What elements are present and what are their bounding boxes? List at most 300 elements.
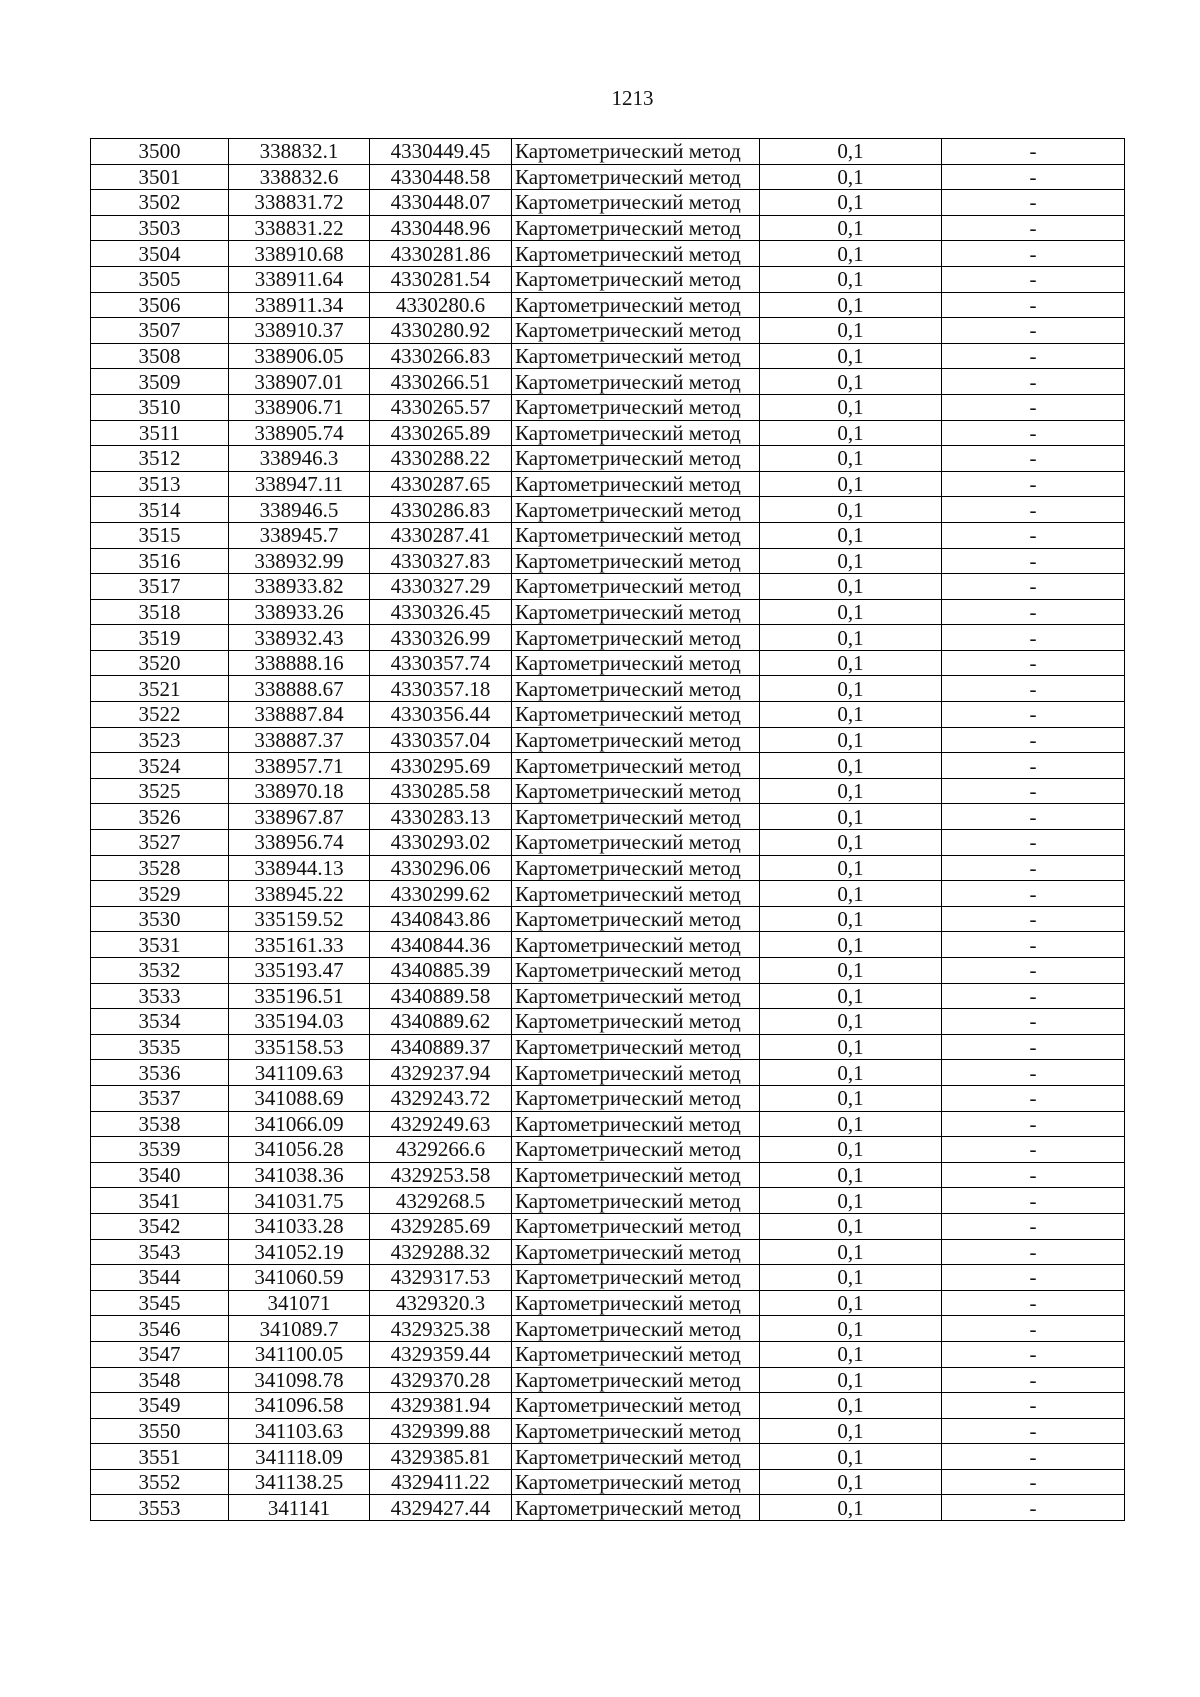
table-row bbox=[91, 1469, 1125, 1495]
point-number-cell: 3510 bbox=[91, 394, 229, 420]
x-coordinate-cell: 335161.33 bbox=[229, 932, 370, 958]
table-row bbox=[91, 778, 1125, 804]
x-coordinate-cell: 338910.68 bbox=[229, 241, 370, 267]
note-cell: - bbox=[942, 190, 1125, 216]
table-row bbox=[91, 1162, 1125, 1188]
method-cell: Картометрический метод bbox=[512, 471, 760, 497]
accuracy-cell: 0,1 bbox=[760, 497, 942, 523]
x-coordinate-cell: 341138.25 bbox=[229, 1469, 370, 1495]
note-cell: - bbox=[942, 676, 1125, 702]
table-row bbox=[91, 906, 1125, 932]
note-cell: - bbox=[942, 241, 1125, 267]
accuracy-cell: 0,1 bbox=[760, 804, 942, 830]
point-number-cell: 3503 bbox=[91, 215, 229, 241]
x-coordinate-cell: 338970.18 bbox=[229, 778, 370, 804]
x-coordinate-cell: 338907.01 bbox=[229, 369, 370, 395]
x-coordinate-cell: 338888.67 bbox=[229, 676, 370, 702]
x-coordinate-cell: 338910.37 bbox=[229, 318, 370, 344]
x-coordinate-cell: 335159.52 bbox=[229, 906, 370, 932]
accuracy-cell: 0,1 bbox=[760, 574, 942, 600]
point-number-cell: 3512 bbox=[91, 446, 229, 472]
method-cell: Картометрический метод bbox=[512, 1213, 760, 1239]
point-number-cell: 3515 bbox=[91, 522, 229, 548]
x-coordinate-cell: 338887.84 bbox=[229, 702, 370, 728]
x-coordinate-cell: 341100.05 bbox=[229, 1341, 370, 1367]
table-row bbox=[91, 702, 1125, 728]
note-cell: - bbox=[942, 1162, 1125, 1188]
accuracy-cell: 0,1 bbox=[760, 650, 942, 676]
note-cell: - bbox=[942, 1316, 1125, 1342]
note-cell: - bbox=[942, 702, 1125, 728]
table-row bbox=[91, 1060, 1125, 1086]
accuracy-cell: 0,1 bbox=[760, 1265, 942, 1291]
note-cell: - bbox=[942, 727, 1125, 753]
x-coordinate-cell: 338888.16 bbox=[229, 650, 370, 676]
table-row bbox=[91, 1290, 1125, 1316]
x-coordinate-cell: 341031.75 bbox=[229, 1188, 370, 1214]
point-number-cell: 3524 bbox=[91, 753, 229, 779]
note-cell: - bbox=[942, 1188, 1125, 1214]
method-cell: Картометрический метод bbox=[512, 369, 760, 395]
table-row bbox=[91, 164, 1125, 190]
note-cell: - bbox=[942, 497, 1125, 523]
y-coordinate-cell: 4329253.58 bbox=[370, 1162, 512, 1188]
method-cell: Картометрический метод bbox=[512, 1418, 760, 1444]
accuracy-cell: 0,1 bbox=[760, 1162, 942, 1188]
table-row bbox=[91, 446, 1125, 472]
table-row bbox=[91, 881, 1125, 907]
note-cell: - bbox=[942, 1341, 1125, 1367]
y-coordinate-cell: 4330280.6 bbox=[370, 292, 512, 318]
table-row bbox=[91, 1495, 1125, 1521]
method-cell: Картометрический метод bbox=[512, 574, 760, 600]
y-coordinate-cell: 4330281.54 bbox=[370, 266, 512, 292]
note-cell: - bbox=[942, 804, 1125, 830]
point-number-cell: 3546 bbox=[91, 1316, 229, 1342]
accuracy-cell: 0,1 bbox=[760, 522, 942, 548]
y-coordinate-cell: 4330326.45 bbox=[370, 599, 512, 625]
accuracy-cell: 0,1 bbox=[760, 446, 942, 472]
accuracy-cell: 0,1 bbox=[760, 266, 942, 292]
accuracy-cell: 0,1 bbox=[760, 753, 942, 779]
method-cell: Картометрический метод bbox=[512, 548, 760, 574]
accuracy-cell: 0,1 bbox=[760, 241, 942, 267]
method-cell: Картометрический метод bbox=[512, 318, 760, 344]
note-cell: - bbox=[942, 1418, 1125, 1444]
y-coordinate-cell: 4329243.72 bbox=[370, 1085, 512, 1111]
x-coordinate-cell: 341033.28 bbox=[229, 1213, 370, 1239]
table-row bbox=[91, 139, 1125, 165]
method-cell: Картометрический метод bbox=[512, 1034, 760, 1060]
x-coordinate-cell: 338946.3 bbox=[229, 446, 370, 472]
y-coordinate-cell: 4329381.94 bbox=[370, 1393, 512, 1419]
y-coordinate-cell: 4329288.32 bbox=[370, 1239, 512, 1265]
x-coordinate-cell: 341109.63 bbox=[229, 1060, 370, 1086]
x-coordinate-cell: 338967.87 bbox=[229, 804, 370, 830]
note-cell: - bbox=[942, 650, 1125, 676]
table-row bbox=[91, 343, 1125, 369]
note-cell: - bbox=[942, 292, 1125, 318]
x-coordinate-cell: 338933.26 bbox=[229, 599, 370, 625]
table-row bbox=[91, 753, 1125, 779]
y-coordinate-cell: 4330295.69 bbox=[370, 753, 512, 779]
accuracy-cell: 0,1 bbox=[760, 215, 942, 241]
point-number-cell: 3533 bbox=[91, 983, 229, 1009]
table-body bbox=[91, 139, 1125, 1521]
method-cell: Картометрический метод bbox=[512, 1393, 760, 1419]
method-cell: Картометрический метод bbox=[512, 215, 760, 241]
note-cell: - bbox=[942, 958, 1125, 984]
y-coordinate-cell: 4330357.04 bbox=[370, 727, 512, 753]
accuracy-cell: 0,1 bbox=[760, 958, 942, 984]
y-coordinate-cell: 4340889.37 bbox=[370, 1034, 512, 1060]
x-coordinate-cell: 338887.37 bbox=[229, 727, 370, 753]
y-coordinate-cell: 4330327.83 bbox=[370, 548, 512, 574]
y-coordinate-cell: 4330286.83 bbox=[370, 497, 512, 523]
note-cell: - bbox=[942, 548, 1125, 574]
accuracy-cell: 0,1 bbox=[760, 369, 942, 395]
method-cell: Картометрический метод bbox=[512, 830, 760, 856]
point-number-cell: 3550 bbox=[91, 1418, 229, 1444]
x-coordinate-cell: 341056.28 bbox=[229, 1137, 370, 1163]
point-number-cell: 3535 bbox=[91, 1034, 229, 1060]
note-cell: - bbox=[942, 1290, 1125, 1316]
x-coordinate-cell: 341088.69 bbox=[229, 1085, 370, 1111]
table-row bbox=[91, 471, 1125, 497]
point-number-cell: 3548 bbox=[91, 1367, 229, 1393]
y-coordinate-cell: 4329427.44 bbox=[370, 1495, 512, 1521]
note-cell: - bbox=[942, 1034, 1125, 1060]
note-cell: - bbox=[942, 1393, 1125, 1419]
table-row bbox=[91, 1367, 1125, 1393]
method-cell: Картометрический метод bbox=[512, 625, 760, 651]
x-coordinate-cell: 338831.72 bbox=[229, 190, 370, 216]
point-number-cell: 3531 bbox=[91, 932, 229, 958]
x-coordinate-cell: 338956.74 bbox=[229, 830, 370, 856]
x-coordinate-cell: 341098.78 bbox=[229, 1367, 370, 1393]
x-coordinate-cell: 341096.58 bbox=[229, 1393, 370, 1419]
note-cell: - bbox=[942, 753, 1125, 779]
x-coordinate-cell: 341089.7 bbox=[229, 1316, 370, 1342]
y-coordinate-cell: 4340889.58 bbox=[370, 983, 512, 1009]
method-cell: Картометрический метод bbox=[512, 1085, 760, 1111]
point-number-cell: 3506 bbox=[91, 292, 229, 318]
table-row bbox=[91, 958, 1125, 984]
note-cell: - bbox=[942, 855, 1125, 881]
y-coordinate-cell: 4330288.22 bbox=[370, 446, 512, 472]
y-coordinate-cell: 4330265.89 bbox=[370, 420, 512, 446]
page-number: 1213 bbox=[611, 86, 654, 110]
y-coordinate-cell: 4329237.94 bbox=[370, 1060, 512, 1086]
x-coordinate-cell: 338906.71 bbox=[229, 394, 370, 420]
x-coordinate-cell: 338911.34 bbox=[229, 292, 370, 318]
x-coordinate-cell: 341038.36 bbox=[229, 1162, 370, 1188]
method-cell: Картометрический метод bbox=[512, 1188, 760, 1214]
table-row bbox=[91, 1085, 1125, 1111]
y-coordinate-cell: 4330285.58 bbox=[370, 778, 512, 804]
note-cell: - bbox=[942, 343, 1125, 369]
x-coordinate-cell: 338946.5 bbox=[229, 497, 370, 523]
note-cell: - bbox=[942, 932, 1125, 958]
accuracy-cell: 0,1 bbox=[760, 318, 942, 344]
accuracy-cell: 0,1 bbox=[760, 1290, 942, 1316]
y-coordinate-cell: 4340843.86 bbox=[370, 906, 512, 932]
x-coordinate-cell: 338947.11 bbox=[229, 471, 370, 497]
x-coordinate-cell: 338945.7 bbox=[229, 522, 370, 548]
point-number-cell: 3544 bbox=[91, 1265, 229, 1291]
note-cell: - bbox=[942, 139, 1125, 165]
y-coordinate-cell: 4330326.99 bbox=[370, 625, 512, 651]
x-coordinate-cell: 338945.22 bbox=[229, 881, 370, 907]
method-cell: Картометрический метод bbox=[512, 932, 760, 958]
point-number-cell: 3519 bbox=[91, 625, 229, 651]
table-row bbox=[91, 1188, 1125, 1214]
method-cell: Картометрический метод bbox=[512, 292, 760, 318]
y-coordinate-cell: 4330266.83 bbox=[370, 343, 512, 369]
x-coordinate-cell: 341141 bbox=[229, 1495, 370, 1521]
y-coordinate-cell: 4340844.36 bbox=[370, 932, 512, 958]
table-row bbox=[91, 1213, 1125, 1239]
y-coordinate-cell: 4329411.22 bbox=[370, 1469, 512, 1495]
method-cell: Картометрический метод bbox=[512, 1060, 760, 1086]
method-cell: Картометрический метод bbox=[512, 420, 760, 446]
table-row bbox=[91, 241, 1125, 267]
x-coordinate-cell: 338957.71 bbox=[229, 753, 370, 779]
y-coordinate-cell: 4330448.58 bbox=[370, 164, 512, 190]
point-number-cell: 3537 bbox=[91, 1085, 229, 1111]
x-coordinate-cell: 338944.13 bbox=[229, 855, 370, 881]
accuracy-cell: 0,1 bbox=[760, 190, 942, 216]
method-cell: Картометрический метод bbox=[512, 446, 760, 472]
table-row bbox=[91, 420, 1125, 446]
point-number-cell: 3500 bbox=[91, 139, 229, 165]
y-coordinate-cell: 4329320.3 bbox=[370, 1290, 512, 1316]
y-coordinate-cell: 4330266.51 bbox=[370, 369, 512, 395]
accuracy-cell: 0,1 bbox=[760, 830, 942, 856]
point-number-cell: 3542 bbox=[91, 1213, 229, 1239]
y-coordinate-cell: 4330357.18 bbox=[370, 676, 512, 702]
note-cell: - bbox=[942, 983, 1125, 1009]
accuracy-cell: 0,1 bbox=[760, 1085, 942, 1111]
point-number-cell: 3532 bbox=[91, 958, 229, 984]
point-number-cell: 3547 bbox=[91, 1341, 229, 1367]
note-cell: - bbox=[942, 522, 1125, 548]
accuracy-cell: 0,1 bbox=[760, 881, 942, 907]
note-cell: - bbox=[942, 318, 1125, 344]
table-row bbox=[91, 855, 1125, 881]
note-cell: - bbox=[942, 1239, 1125, 1265]
y-coordinate-cell: 4330265.57 bbox=[370, 394, 512, 420]
point-number-cell: 3522 bbox=[91, 702, 229, 728]
method-cell: Картометрический метод bbox=[512, 1265, 760, 1291]
accuracy-cell: 0,1 bbox=[760, 1034, 942, 1060]
x-coordinate-cell: 338911.64 bbox=[229, 266, 370, 292]
method-cell: Картометрический метод bbox=[512, 1290, 760, 1316]
accuracy-cell: 0,1 bbox=[760, 292, 942, 318]
note-cell: - bbox=[942, 599, 1125, 625]
x-coordinate-cell: 335193.47 bbox=[229, 958, 370, 984]
note-cell: - bbox=[942, 1444, 1125, 1470]
table-row bbox=[91, 1009, 1125, 1035]
point-number-cell: 3538 bbox=[91, 1111, 229, 1137]
accuracy-cell: 0,1 bbox=[760, 676, 942, 702]
y-coordinate-cell: 4329399.88 bbox=[370, 1418, 512, 1444]
point-number-cell: 3553 bbox=[91, 1495, 229, 1521]
point-number-cell: 3504 bbox=[91, 241, 229, 267]
accuracy-cell: 0,1 bbox=[760, 343, 942, 369]
method-cell: Картометрический метод bbox=[512, 778, 760, 804]
note-cell: - bbox=[942, 471, 1125, 497]
point-number-cell: 3529 bbox=[91, 881, 229, 907]
x-coordinate-cell: 338905.74 bbox=[229, 420, 370, 446]
method-cell: Картометрический метод bbox=[512, 676, 760, 702]
point-number-cell: 3541 bbox=[91, 1188, 229, 1214]
accuracy-cell: 0,1 bbox=[760, 778, 942, 804]
y-coordinate-cell: 4340889.62 bbox=[370, 1009, 512, 1035]
y-coordinate-cell: 4330287.41 bbox=[370, 522, 512, 548]
accuracy-cell: 0,1 bbox=[760, 394, 942, 420]
table-row bbox=[91, 1418, 1125, 1444]
method-cell: Картометрический метод bbox=[512, 599, 760, 625]
note-cell: - bbox=[942, 446, 1125, 472]
x-coordinate-cell: 335194.03 bbox=[229, 1009, 370, 1035]
x-coordinate-cell: 338832.1 bbox=[229, 139, 370, 165]
note-cell: - bbox=[942, 1085, 1125, 1111]
method-cell: Картометрический метод bbox=[512, 1111, 760, 1137]
method-cell: Картометрический метод bbox=[512, 881, 760, 907]
accuracy-cell: 0,1 bbox=[760, 1393, 942, 1419]
method-cell: Картометрический метод bbox=[512, 753, 760, 779]
note-cell: - bbox=[942, 1213, 1125, 1239]
note-cell: - bbox=[942, 1009, 1125, 1035]
note-cell: - bbox=[942, 420, 1125, 446]
method-cell: Картометрический метод bbox=[512, 1009, 760, 1035]
table-row bbox=[91, 497, 1125, 523]
point-number-cell: 3528 bbox=[91, 855, 229, 881]
accuracy-cell: 0,1 bbox=[760, 1137, 942, 1163]
note-cell: - bbox=[942, 625, 1125, 651]
accuracy-cell: 0,1 bbox=[760, 932, 942, 958]
method-cell: Картометрический метод bbox=[512, 1239, 760, 1265]
point-number-cell: 3502 bbox=[91, 190, 229, 216]
accuracy-cell: 0,1 bbox=[760, 1111, 942, 1137]
table-row bbox=[91, 830, 1125, 856]
note-cell: - bbox=[942, 574, 1125, 600]
y-coordinate-cell: 4330448.07 bbox=[370, 190, 512, 216]
accuracy-cell: 0,1 bbox=[760, 1367, 942, 1393]
note-cell: - bbox=[942, 1469, 1125, 1495]
table-row bbox=[91, 932, 1125, 958]
point-number-cell: 3526 bbox=[91, 804, 229, 830]
note-cell: - bbox=[942, 906, 1125, 932]
table-row bbox=[91, 676, 1125, 702]
x-coordinate-cell: 341060.59 bbox=[229, 1265, 370, 1291]
method-cell: Картометрический метод bbox=[512, 1316, 760, 1342]
method-cell: Картометрический метод bbox=[512, 1444, 760, 1470]
note-cell: - bbox=[942, 1060, 1125, 1086]
y-coordinate-cell: 4330296.06 bbox=[370, 855, 512, 881]
accuracy-cell: 0,1 bbox=[760, 1009, 942, 1035]
note-cell: - bbox=[942, 164, 1125, 190]
accuracy-cell: 0,1 bbox=[760, 1188, 942, 1214]
y-coordinate-cell: 4330357.74 bbox=[370, 650, 512, 676]
y-coordinate-cell: 4330287.65 bbox=[370, 471, 512, 497]
point-number-cell: 3501 bbox=[91, 164, 229, 190]
y-coordinate-cell: 4329370.28 bbox=[370, 1367, 512, 1393]
accuracy-cell: 0,1 bbox=[760, 1060, 942, 1086]
note-cell: - bbox=[942, 881, 1125, 907]
table-row bbox=[91, 1137, 1125, 1163]
table-row bbox=[91, 599, 1125, 625]
table-row bbox=[91, 292, 1125, 318]
method-cell: Картометрический метод bbox=[512, 139, 760, 165]
accuracy-cell: 0,1 bbox=[760, 702, 942, 728]
method-cell: Картометрический метод bbox=[512, 241, 760, 267]
table-row bbox=[91, 1393, 1125, 1419]
accuracy-cell: 0,1 bbox=[760, 906, 942, 932]
y-coordinate-cell: 4340885.39 bbox=[370, 958, 512, 984]
point-number-cell: 3530 bbox=[91, 906, 229, 932]
accuracy-cell: 0,1 bbox=[760, 1341, 942, 1367]
table-row bbox=[91, 1034, 1125, 1060]
note-cell: - bbox=[942, 369, 1125, 395]
method-cell: Картометрический метод bbox=[512, 958, 760, 984]
y-coordinate-cell: 4329268.5 bbox=[370, 1188, 512, 1214]
method-cell: Картометрический метод bbox=[512, 164, 760, 190]
point-number-cell: 3507 bbox=[91, 318, 229, 344]
x-coordinate-cell: 338906.05 bbox=[229, 343, 370, 369]
method-cell: Картометрический метод bbox=[512, 1162, 760, 1188]
point-number-cell: 3549 bbox=[91, 1393, 229, 1419]
y-coordinate-cell: 4329249.63 bbox=[370, 1111, 512, 1137]
point-number-cell: 3521 bbox=[91, 676, 229, 702]
x-coordinate-cell: 341103.63 bbox=[229, 1418, 370, 1444]
point-number-cell: 3536 bbox=[91, 1060, 229, 1086]
x-coordinate-cell: 335196.51 bbox=[229, 983, 370, 1009]
y-coordinate-cell: 4330281.86 bbox=[370, 241, 512, 267]
point-number-cell: 3511 bbox=[91, 420, 229, 446]
method-cell: Картометрический метод bbox=[512, 804, 760, 830]
point-number-cell: 3523 bbox=[91, 727, 229, 753]
method-cell: Картометрический метод bbox=[512, 702, 760, 728]
accuracy-cell: 0,1 bbox=[760, 164, 942, 190]
note-cell: - bbox=[942, 394, 1125, 420]
x-coordinate-cell: 338932.99 bbox=[229, 548, 370, 574]
point-number-cell: 3518 bbox=[91, 599, 229, 625]
point-number-cell: 3516 bbox=[91, 548, 229, 574]
y-coordinate-cell: 4330356.44 bbox=[370, 702, 512, 728]
table-row bbox=[91, 1444, 1125, 1470]
table-row bbox=[91, 1239, 1125, 1265]
note-cell: - bbox=[942, 215, 1125, 241]
table-row bbox=[91, 215, 1125, 241]
accuracy-cell: 0,1 bbox=[760, 1495, 942, 1521]
note-cell: - bbox=[942, 266, 1125, 292]
point-number-cell: 3552 bbox=[91, 1469, 229, 1495]
x-coordinate-cell: 338933.82 bbox=[229, 574, 370, 600]
accuracy-cell: 0,1 bbox=[760, 625, 942, 651]
table-row bbox=[91, 1265, 1125, 1291]
point-number-cell: 3525 bbox=[91, 778, 229, 804]
note-cell: - bbox=[942, 1367, 1125, 1393]
note-cell: - bbox=[942, 830, 1125, 856]
table-row bbox=[91, 522, 1125, 548]
accuracy-cell: 0,1 bbox=[760, 471, 942, 497]
x-coordinate-cell: 341066.09 bbox=[229, 1111, 370, 1137]
accuracy-cell: 0,1 bbox=[760, 599, 942, 625]
y-coordinate-cell: 4330299.62 bbox=[370, 881, 512, 907]
method-cell: Картометрический метод bbox=[512, 727, 760, 753]
